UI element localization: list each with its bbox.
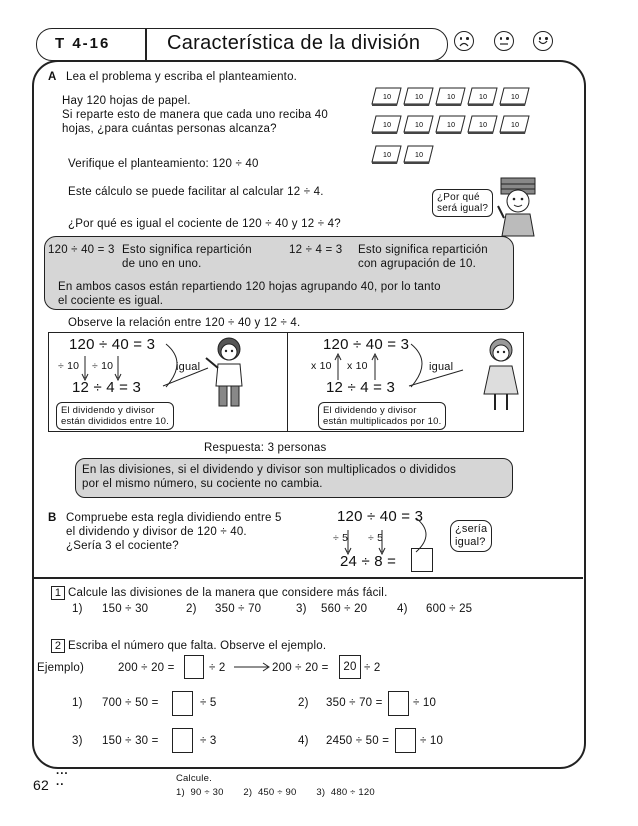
b-arrows xyxy=(330,508,450,558)
left-note-line-1: El dividendo y divisor xyxy=(61,405,155,416)
ex2-instruction: Escriba el número que falta. Observe el ejemplo. xyxy=(68,640,327,652)
ex2-item-3-n: 3) xyxy=(72,735,83,747)
b-bubble-line-1: ¿sería xyxy=(455,523,488,535)
ex2-item-2-right: ÷ 10 xyxy=(413,697,437,709)
ex2-item-3-box[interactable] xyxy=(172,728,193,753)
meaning-2-line-2: con agrupación de 10. xyxy=(358,258,477,270)
why-question: ¿Por qué es igual el cociente de 120 ÷ 40 y 12 ÷ 4? xyxy=(68,218,341,230)
left-op-1: ÷ 10 xyxy=(58,360,80,372)
meaning-1-line-1: Esto significa repartición xyxy=(122,244,252,256)
footer-calc-items: 1) 90 ÷ 30 2) 450 ÷ 90 3) 480 ÷ 120 xyxy=(176,787,375,798)
girl-character-icon xyxy=(492,176,544,238)
b-bottom-equation: 24 ÷ 8 = xyxy=(340,553,397,570)
example-empty-box xyxy=(184,655,204,679)
neutral-face-icon[interactable] xyxy=(494,31,514,51)
paper-stack-icon xyxy=(402,142,434,164)
paper-stack-icon xyxy=(498,84,530,106)
paper-stack-icon xyxy=(370,142,402,164)
ex1-instruction: Calcule las divisiones de la manera que considere más fácil. xyxy=(68,587,388,599)
paper-stack-icon xyxy=(466,112,498,134)
eq-120-40: 120 ÷ 40 = 3 xyxy=(48,244,115,256)
ex1-item-1-n: 1) xyxy=(72,603,83,615)
section-b-line-1: Compruebe esta regla dividiendo entre 5 xyxy=(66,512,282,524)
paper-stack-label: 10 xyxy=(479,94,488,101)
left-top-equation: 120 ÷ 40 = 3 xyxy=(69,336,156,353)
example-end: ÷ 2 xyxy=(364,662,381,674)
paper-stack-icon xyxy=(402,84,434,106)
right-note xyxy=(318,402,446,430)
paper-stack-label: 10 xyxy=(479,122,488,129)
paper-stack-label: 10 xyxy=(447,122,456,129)
right-op-2: x 10 xyxy=(347,360,368,372)
paper-stack-icon xyxy=(498,112,530,134)
ex2-item-4-left: 2450 ÷ 50 = xyxy=(326,735,390,747)
eq-12-4: 12 ÷ 4 = 3 xyxy=(289,244,343,256)
b-top-equation: 120 ÷ 40 = 3 xyxy=(337,508,424,525)
paper-stack-icon xyxy=(434,112,466,134)
paper-stack-label: 10 xyxy=(415,152,424,159)
b-op-2: ÷ 5 xyxy=(368,532,384,544)
ex1-item-1: 150 ÷ 30 xyxy=(102,603,149,615)
left-bottom-equation: 12 ÷ 4 = 3 xyxy=(72,379,142,396)
example-mid: ÷ 2 xyxy=(209,662,226,674)
arrow-right-icon xyxy=(232,662,272,672)
happy-face-icon[interactable] xyxy=(533,31,553,51)
footer-calc-label: Calcule. xyxy=(176,773,212,784)
paper-stack-label: 10 xyxy=(511,122,520,129)
paper-stack-icon xyxy=(370,84,402,106)
right-bottom-equation: 12 ÷ 4 = 3 xyxy=(326,379,396,396)
paper-stack-label: 10 xyxy=(415,122,424,129)
page-number: 62 xyxy=(33,777,49,793)
footer-dots-top: ... xyxy=(56,765,69,777)
section-a-letter: A xyxy=(48,71,57,83)
ex1-instruction-line xyxy=(51,586,387,600)
ex1-number: 1 xyxy=(51,586,65,600)
section-b-line-3: ¿Sería 3 el cociente? xyxy=(66,540,179,552)
lesson-code: T 4-16 xyxy=(55,35,111,52)
right-note-line-1: El dividendo y divisor xyxy=(323,405,417,416)
ex2-item-2-box[interactable] xyxy=(388,691,409,716)
ex1-item-3: 560 ÷ 20 xyxy=(321,603,368,615)
ex2-item-4-n: 4) xyxy=(298,735,309,747)
ex1-item-2-n: 2) xyxy=(186,603,197,615)
ex2-item-1-left: 700 ÷ 50 = xyxy=(102,697,159,709)
example-left: 200 ÷ 20 = xyxy=(118,662,175,674)
example-answer-box: 20 xyxy=(339,655,361,679)
rule-line-1: En las divisiones, si el dividendo y divisor son multiplicados o divididos xyxy=(82,464,457,476)
exercise-separator xyxy=(33,577,583,579)
observe-statement: Observe la relación entre 120 ÷ 40 y 12 ÷ 4. xyxy=(68,317,301,329)
left-note xyxy=(56,402,174,430)
why-bubble-line-1: ¿Por qué xyxy=(437,192,480,203)
lesson-title: Característica de la división xyxy=(167,32,421,54)
rule-line-2: por el mismo número, su cociente no cambia. xyxy=(82,478,323,490)
ex1-item-4-n: 4) xyxy=(397,603,408,615)
left-igual: igual xyxy=(176,361,201,373)
why-bubble xyxy=(432,189,493,217)
right-igual: igual xyxy=(429,361,454,373)
b-bubble-line-2: igual? xyxy=(455,536,486,548)
answer-text: Respuesta: 3 personas xyxy=(204,442,327,454)
ex2-item-3-right: ÷ 3 xyxy=(200,735,217,747)
section-b-line-2: el dividendo y divisor de 120 ÷ 40. xyxy=(66,526,247,538)
paper-stack-label: 10 xyxy=(447,94,456,101)
ex1-item-3-n: 3) xyxy=(296,603,307,615)
example-label: Ejemplo) xyxy=(37,662,84,674)
paper-stack-icon xyxy=(402,112,434,134)
right-op-1: x 10 xyxy=(311,360,332,372)
example-right: 200 ÷ 20 = xyxy=(272,662,329,674)
paper-stack-label: 10 xyxy=(383,152,392,159)
easier-statement: Este cálculo se puede facilitar al calcular 12 ÷ 4. xyxy=(68,186,324,198)
ex1-item-4: 600 ÷ 25 xyxy=(426,603,473,615)
left-op-2: ÷ 10 xyxy=(92,360,114,372)
problem-line-2: Si reparte esto de manera que cada uno reciba 40 xyxy=(62,109,328,121)
ex2-item-4-right: ÷ 10 xyxy=(420,735,444,747)
paper-stack-icon xyxy=(466,84,498,106)
boy-character-icon xyxy=(204,336,254,408)
section-a-instruction: Lea el problema y escriba el planteamiento. xyxy=(66,71,298,83)
paper-stack-icon xyxy=(370,112,402,134)
footer-dots-bottom: .. xyxy=(56,776,65,788)
left-note-line-2: están divididos entre 10. xyxy=(61,416,169,427)
right-note-line-2: están multiplicados por 10. xyxy=(323,416,442,427)
paper-stack-label: 10 xyxy=(511,94,520,101)
problem-line-1: Hay 120 hojas de papel. xyxy=(62,95,191,107)
ex2-number: 2 xyxy=(51,639,65,653)
lesson-header xyxy=(36,28,448,61)
section-b-letter: B xyxy=(48,512,57,524)
header-divider xyxy=(145,29,147,60)
right-top-equation: 120 ÷ 40 = 3 xyxy=(323,336,410,353)
conclusion-line-2: el cociente es igual. xyxy=(58,295,164,307)
b-op-1: ÷ 5 xyxy=(333,532,349,544)
ex2-item-2-left: 350 ÷ 70 = xyxy=(326,697,383,709)
ex2-item-3-left: 150 ÷ 30 = xyxy=(102,735,159,747)
paper-stack-icon xyxy=(434,84,466,106)
ex2-item-4-box[interactable] xyxy=(395,728,416,753)
problem-line-3: hojas, ¿para cuántas personas alcanza? xyxy=(62,123,277,135)
paper-stack-label: 10 xyxy=(383,122,392,129)
sad-face-icon[interactable] xyxy=(454,31,474,51)
ex2-instruction-line xyxy=(51,639,326,653)
paper-stack-label: 10 xyxy=(383,94,392,101)
paper-stack-label: 10 xyxy=(415,94,424,101)
verify-statement: Verifique el planteamiento: 120 ÷ 40 xyxy=(68,158,259,170)
conclusion-line-1: En ambos casos están repartiendo 120 hojas agrupando 40, por lo tanto xyxy=(58,281,441,293)
b-bubble xyxy=(450,520,492,552)
meaning-1-line-2: de uno en uno. xyxy=(122,258,202,270)
ex2-item-1-right: ÷ 5 xyxy=(200,697,217,709)
girl-with-pigtails-icon xyxy=(478,336,524,412)
ex2-item-1-box[interactable] xyxy=(172,691,193,716)
ex2-item-2-n: 2) xyxy=(298,697,309,709)
why-bubble-line-2: será igual? xyxy=(437,203,489,214)
ex1-item-2: 350 ÷ 70 xyxy=(215,603,262,615)
meaning-2-line-1: Esto significa repartición xyxy=(358,244,488,256)
ex2-item-1-n: 1) xyxy=(72,697,83,709)
